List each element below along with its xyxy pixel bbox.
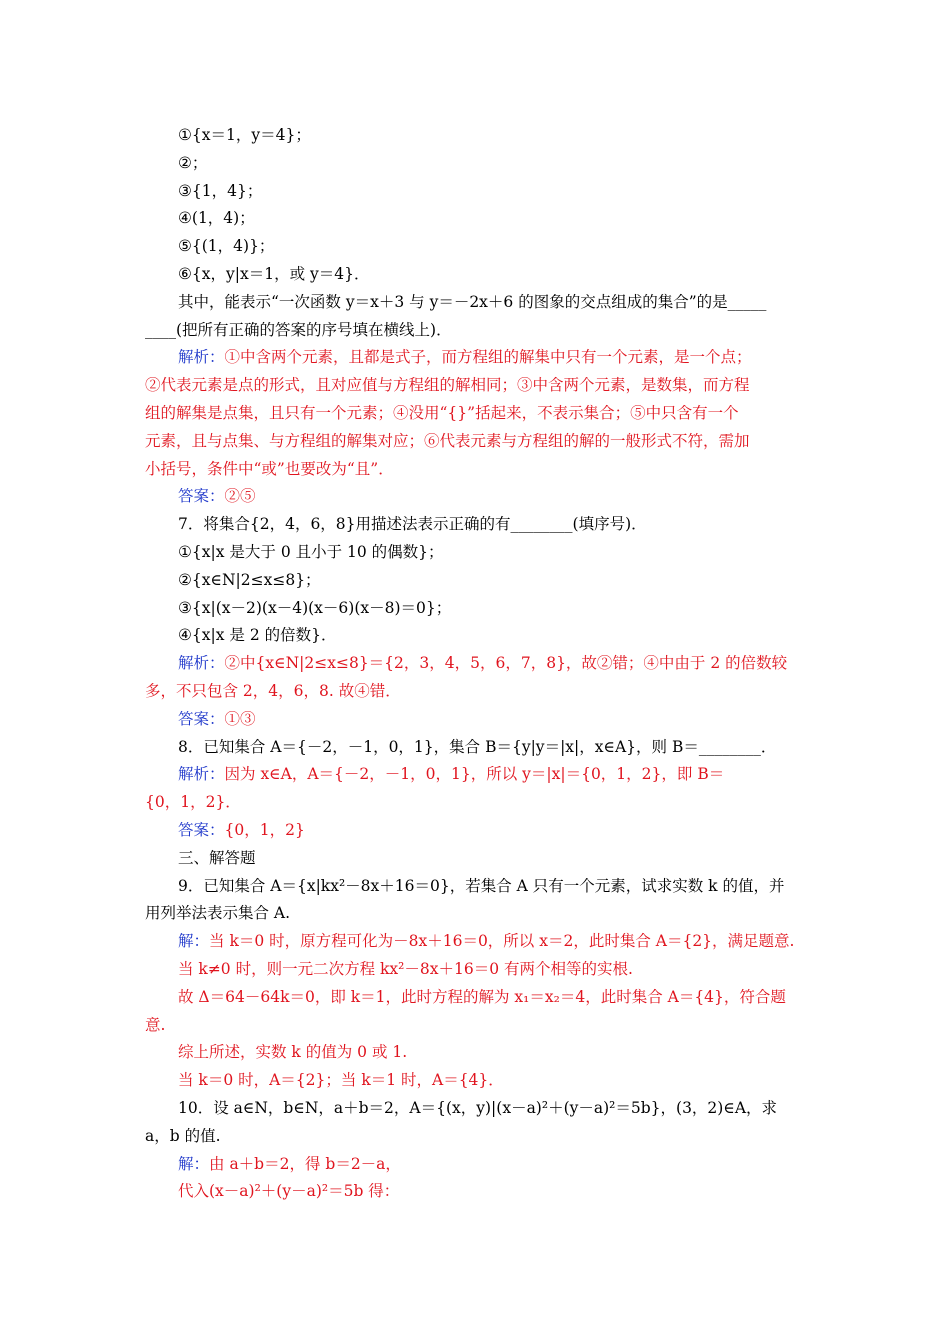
solution-text: ②中{x∈N|2≤x≤8}＝{2，3，4，5，6，7，8}，故②错；④中由于 2 的倍数较	[224, 654, 788, 673]
question-text: 7．将集合{2，4，6，8}用描述法表示正确的有________(填序号)．	[178, 515, 647, 534]
question-text: 用列举法表示集合 A.	[145, 904, 291, 923]
question-text: ③{1，4}；	[178, 181, 263, 200]
solution-text: 组的解集是点集，且只有一个元素；④没用“{}”括起来，不表示集合；⑤中只含有一个	[145, 404, 739, 422]
text-line	[178, 291, 766, 313]
question-text: ①{x＝1，y＝4}；	[178, 126, 311, 144]
question-text: ②{x∈N|2≤x≤8}；	[178, 570, 321, 589]
solution-text: 由 a＋b＝2，得 b＝2－a，	[209, 1154, 401, 1173]
text-line	[178, 541, 444, 563]
text-line	[178, 1041, 407, 1063]
text-line	[178, 346, 752, 368]
text-line	[178, 819, 305, 841]
text-line	[145, 430, 750, 452]
question-text: ⑥{x，y|x＝1，或 y＝4}．	[178, 265, 370, 283]
text-line	[178, 1180, 399, 1202]
solution-text: 当 k＝0 时，A＝{2}；当 k＝1 时，A＝{4}．	[178, 1071, 504, 1090]
text-line	[178, 763, 724, 785]
text-line	[178, 875, 785, 897]
solution-text: ②代表元素是点的形式，且对应值与方程组的解相同；③中含两个元素，是数集，而方程	[145, 376, 750, 395]
question-text: 8．已知集合 A＝{－2，－1，0，1}，集合 B＝{y|y＝|x|，x∈A}，则 B＝________．	[178, 737, 777, 756]
solution-text: 小括号，条件中“或”也要改为“且”．	[145, 459, 394, 478]
text-line	[178, 958, 633, 980]
question-text: ④(1，4)；	[178, 209, 255, 228]
text-line	[178, 1153, 401, 1175]
text-line	[178, 986, 786, 1008]
text-line	[178, 152, 207, 174]
question-text: ____(把所有正确的答案的序号填在横线上)．	[145, 320, 452, 339]
text-line	[178, 263, 370, 285]
text-line	[178, 736, 776, 758]
solution-text: 当 k＝0 时，原方程可化为－8x＋16＝0，所以 x＝2，此时集合 A＝{2}，满足题意.	[209, 932, 795, 951]
question-text: ④{x|x 是 2 的倍数}．	[178, 626, 337, 645]
question-text: 10．设 a∈N，b∈N，a＋b＝2，A＝{(x，y)|(x－a)²＋(y－a)²＝5b}，(3，2)∈A，求	[178, 1099, 778, 1117]
solution-label: 答案：	[178, 487, 225, 506]
question-text: 三、解答题	[178, 848, 256, 867]
solution-text: ②⑤	[224, 487, 256, 506]
text-line	[178, 708, 256, 730]
solution-label: 答案：	[178, 709, 225, 728]
text-line	[178, 847, 256, 869]
solution-label: 解析：	[178, 348, 225, 367]
solution-text: {0，1，2}	[224, 821, 305, 839]
text-line	[145, 680, 401, 702]
question-text: ③{x|(x－2)(x－4)(x－6)(x－8)＝0}；	[178, 598, 452, 617]
text-line	[145, 902, 290, 924]
solution-label: 答案：	[178, 821, 225, 839]
text-line	[145, 319, 452, 341]
solution-text: 代入(x－a)²＋(y－a)²＝5b 得：	[178, 1182, 400, 1201]
text-line	[145, 402, 739, 424]
text-line	[178, 124, 311, 146]
solution-text: 因为 x∈A，A＝{－2，－1，0，1}，所以 y＝|x|＝{0，1，2}，即 B＝	[224, 765, 725, 784]
text-line	[178, 569, 321, 591]
text-line	[178, 652, 787, 674]
text-line	[145, 458, 394, 480]
solution-text: ①中含两个元素，且都是式子，而方程组的解集中只有一个元素，是一个点；	[224, 348, 752, 367]
solution-label: 解：	[178, 932, 210, 951]
question-text: 其中，能表示“一次函数 y＝x＋3 与 y＝－2x＋6 的图象的交点组成的集合”的是_____	[178, 292, 767, 311]
question-text: a，b 的值.	[145, 1126, 221, 1145]
text-line	[178, 597, 451, 619]
text-line	[178, 1069, 504, 1091]
text-line	[145, 1125, 221, 1147]
question-text: 9．已知集合 A＝{x|kx²－8x＋16＝0}，若集合 A 只有一个元素，试求实数 k 的值，并	[178, 876, 785, 895]
text-line	[178, 624, 336, 646]
solution-text: 当 k≠0 时，则一元二次方程 kx²－8x＋16＝0 有两个相等的实根.	[178, 960, 633, 978]
text-line	[178, 1097, 777, 1119]
solution-text: 综上所述，实数 k 的值为 0 或 1.	[178, 1043, 408, 1062]
solution-label: 解析：	[178, 765, 225, 784]
solution-text: 元素，且与点集、与方程组的解集对应；⑥代表元素与方程组的解的一般形式不符，需加	[145, 431, 750, 450]
text-line	[145, 791, 241, 813]
question-text: ①{x|x 是大于 0 且小于 10 的偶数}；	[178, 543, 444, 561]
solution-label: 解析：	[178, 654, 225, 673]
text-line	[178, 207, 255, 229]
solution-text: 故 Δ＝64－64k＝0，即 k＝1，此时方程的解为 x₁＝x₂＝4，此时集合 A＝{4}，符合题	[178, 987, 786, 1006]
solution-text: {0，1，2}．	[145, 793, 241, 812]
text-line	[178, 180, 262, 202]
text-line	[145, 374, 750, 396]
text-line	[178, 485, 256, 507]
text-line	[178, 235, 274, 257]
question-text: ②；	[178, 153, 208, 172]
text-line	[178, 930, 794, 952]
text-line	[178, 513, 647, 535]
question-text: ⑤{(1，4)}；	[178, 237, 275, 256]
solution-text: ①③	[224, 709, 256, 728]
solution-label: 解：	[178, 1154, 210, 1173]
solution-text: 意.	[145, 1015, 166, 1034]
solution-text: 多，不只包含 2，4，6，8. 故④错．	[145, 682, 401, 700]
text-line	[145, 1014, 165, 1036]
